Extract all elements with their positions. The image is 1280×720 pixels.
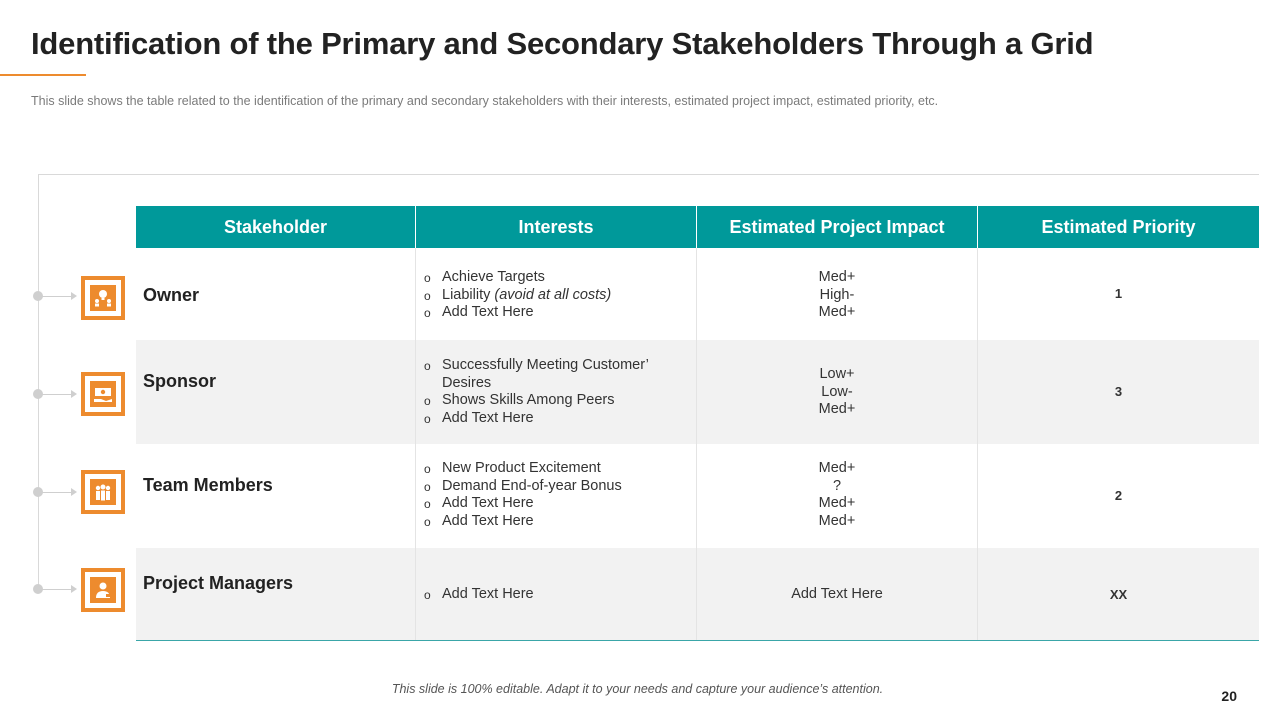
list-item: o Successfully Meeting Customer’ Desires — [424, 357, 682, 392]
table-row — [136, 444, 1259, 548]
list-item: o Add Text Here — [424, 586, 682, 604]
frame-left-line — [38, 174, 39, 591]
table-row — [136, 340, 1259, 444]
priority-value: 2 — [1114, 488, 1123, 503]
header-priority: Estimated Priority — [1041, 216, 1196, 237]
page-number: 20 — [1221, 688, 1237, 704]
title-underline — [0, 74, 86, 76]
table-row — [136, 548, 1259, 641]
impact-values: Med+ ? Med+ Med+ — [818, 460, 856, 530]
list-item: o Add Text Here — [424, 304, 682, 322]
frame-top-line — [38, 174, 1259, 175]
row-connector — [33, 584, 77, 594]
money-hand-icon — [81, 372, 125, 416]
impact-values: Low+ Low- Med+ — [818, 366, 856, 418]
interests-list — [424, 586, 682, 604]
header-impact: Estimated Project Impact — [697, 206, 978, 248]
interests-list — [424, 269, 682, 322]
table-row — [136, 248, 1259, 340]
list-item: o Liability (avoid at all costs) — [424, 287, 682, 305]
list-item: o Shows Skills Among Peers — [424, 392, 682, 410]
interests-list — [424, 460, 682, 531]
stakeholder-name: Team Members — [143, 475, 273, 495]
slide-subtitle: This slide shows the table related to the identification of the primary and secondary stakeholders with their interests, estimated project impact, estimated priority, etc. — [31, 94, 939, 108]
priority-value: 3 — [1114, 384, 1123, 399]
impact-values: Med+ High- Med+ — [818, 269, 856, 321]
row-connector — [33, 389, 77, 399]
stakeholder-name: Project Managers — [143, 573, 294, 593]
grid-header — [136, 206, 1259, 248]
page-title: Identification of the Primary and Secondary Stakeholders Through a Grid — [31, 26, 1094, 61]
team-icon — [81, 470, 125, 514]
row-connector — [33, 487, 77, 497]
manager-icon — [81, 568, 125, 612]
list-item: o Demand End-of-year Bonus — [424, 478, 682, 496]
row-connector — [33, 291, 77, 301]
interests-list — [424, 357, 682, 428]
stakeholder-name: Owner — [143, 285, 200, 305]
list-item: o New Product Excitement — [424, 460, 682, 478]
impact-values: Add Text Here — [791, 586, 883, 602]
footer-note: This slide is 100% editable. Adapt it to your needs and capture your audience’s attention. — [391, 682, 884, 696]
stakeholder-name: Sponsor — [143, 371, 217, 391]
header-stakeholder: Stakeholder — [136, 206, 416, 248]
priority-value: 1 — [1114, 286, 1123, 301]
list-item: o Achieve Targets — [424, 269, 682, 287]
list-item: o Add Text Here — [424, 495, 682, 513]
priority-value: XX — [1109, 587, 1128, 602]
list-item: o Add Text Here — [424, 410, 682, 428]
list-item: o Add Text Here — [424, 513, 682, 531]
stakeholder-grid — [136, 206, 1259, 641]
header-interests: Interests — [416, 206, 697, 248]
idea-person-icon — [81, 276, 125, 320]
